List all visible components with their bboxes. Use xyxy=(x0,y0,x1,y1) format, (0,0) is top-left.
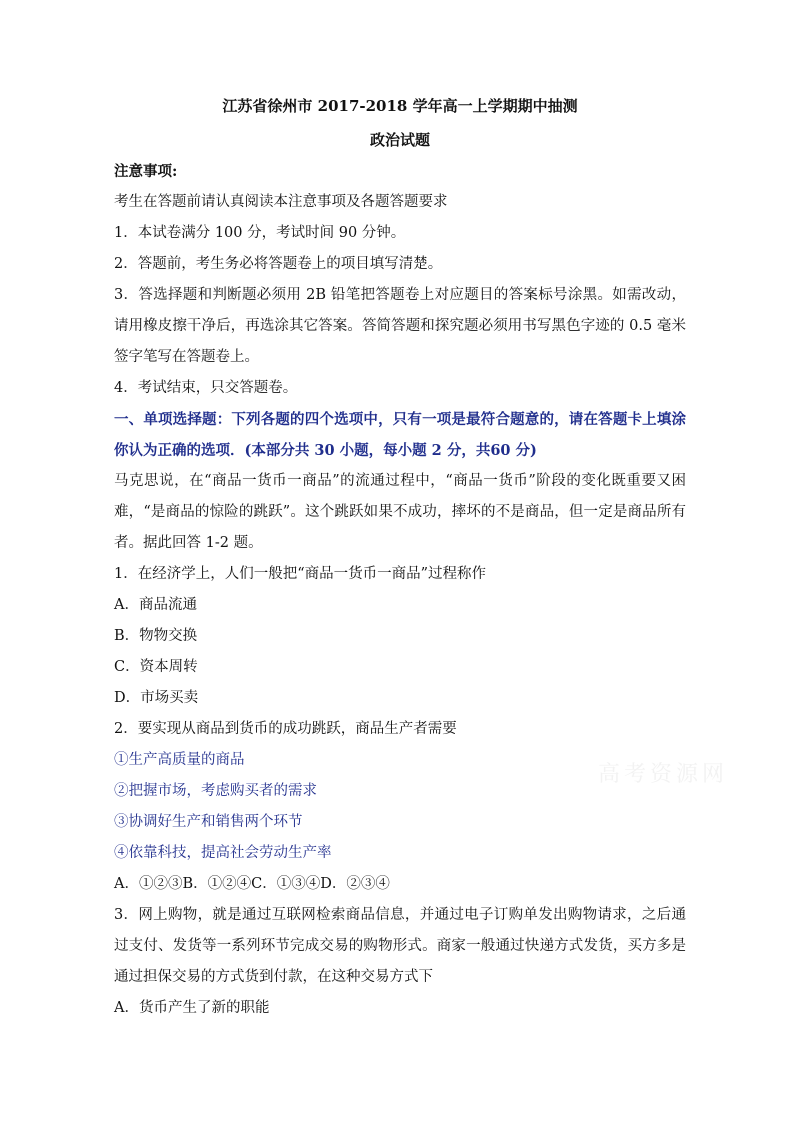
question-2-item: ④依靠科技，提高社会劳动生产率 xyxy=(114,845,332,861)
note-item: 4．考试结束，只交答题卷。 xyxy=(114,380,298,396)
question-1-option: B．物物交换 xyxy=(114,628,198,644)
document-title: 江苏省徐州市 2017-2018 学年高一上学期期中抽测 xyxy=(222,97,578,115)
question-1-option: D．市场买卖 xyxy=(114,690,199,706)
question-1-option: C．资本周转 xyxy=(114,659,198,675)
watermark: 高考资源网 xyxy=(598,762,729,787)
document-subtitle: 政治试题 xyxy=(369,131,430,149)
question-3-stem: 3．网上购物，就是通过互联网检索商品信息，并通过电子订购单发出购物请求，之后通过支付、发货等一系列环节完成交易的购物形式。商家一般通过快递方式发货，买方多是通过担保交易的方式货到付款，在这种交易方式下 xyxy=(114,907,686,985)
question-1-stem: 1．在经济学上，人们一般把“商品一货币一商品”过程称作 xyxy=(114,566,487,582)
question-2-item: ①生产高质量的商品 xyxy=(114,752,245,768)
passage-text: 马克思说，在“商品一货币一商品”的流通过程中，“商品一货币”阶段的变化既重要又困难，“是商品的惊险的跳跃”。这个跳跃如果不成功，摔坏的不是商品，但一定是商品所有者。据此回答 1-2 题。 xyxy=(114,473,686,551)
notes-heading: 注意事项: xyxy=(114,163,178,180)
note-item: 1．本试卷满分 100 分，考试时间 90 分钟。 xyxy=(114,225,406,241)
notes-intro: 考生在答题前请认真阅读本注意事项及各题答题要求 xyxy=(114,194,448,210)
section-heading: 一、单项选择题：下列各题的四个选项中，只有一项是最符合题意的，请在答题卡上填涂你认为正确的选项．(本部分共 30 小题，每小题 2 分，共60 分) xyxy=(114,411,686,459)
note-item: 3．答选择题和判断题必须用 2B 铅笔把答题卷上对应题目的答案标号涂黑。如需改动，请用橡皮擦干净后，再选涂其它答案。答简答题和探究题必须用书写黑色字迹的 0.5 毫米签字笔写在答题卷上。 xyxy=(114,287,686,365)
document-page xyxy=(114,96,686,1024)
question-2-item: ③协调好生产和销售两个环节 xyxy=(114,814,303,830)
question-2-choices: A．①②③B．①②④C．①③④D．②③④ xyxy=(114,876,390,892)
question-2-item: ②把握市场，考虑购买者的需求 xyxy=(114,783,317,799)
note-item: 2．答题前，考生务必将答题卷上的项目填写清楚。 xyxy=(114,256,443,272)
question-3-option: A．货币产生了新的职能 xyxy=(114,1000,270,1016)
question-1-option: A．商品流通 xyxy=(114,597,197,613)
question-2-stem: 2．要实现从商品到货币的成功跳跃，商品生产者需要 xyxy=(114,721,457,737)
